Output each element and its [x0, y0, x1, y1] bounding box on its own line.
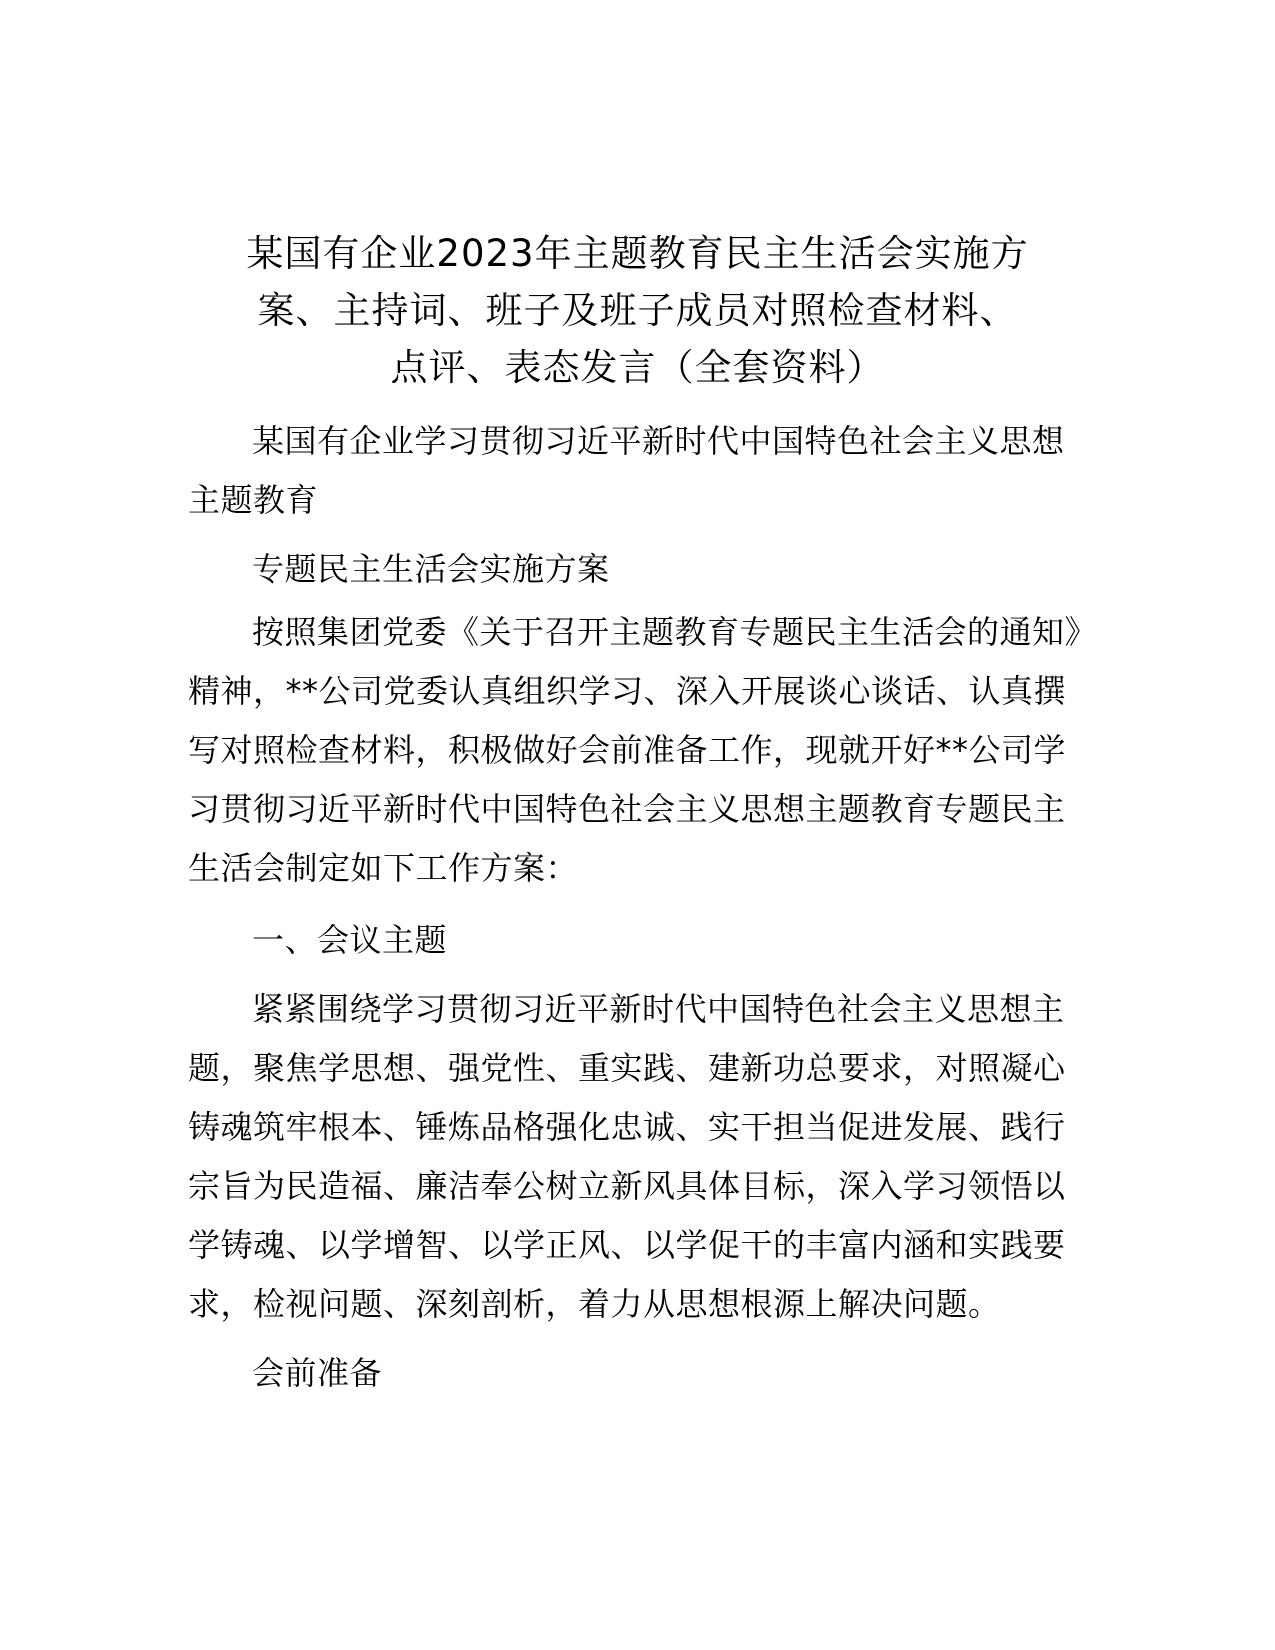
document-title [150, 225, 1125, 396]
paragraph-meeting-theme: 紧紧围绕学习贯彻习近平新时代中国特色社会主义思想主题，聚焦学思想、强党性、重实践、建新功总要求，对照凝心铸魂筑牢根本、锤炼品格强化忠诚、实干担当促进发展、践行宗旨为民造福、廉洁奉公树立新风具体目标，深入学习领悟以学铸魂、以学增智、以学正风、以学促干的丰富内涵和实践要求，检视问题、深刻剖析，着力从思想根源上解决问题。 [188, 990, 1066, 1323]
paragraph-document-subject: 某国有企业学习贯彻习近平新时代中国特色社会主义思想主题教育 [188, 422, 1065, 519]
section-heading-preparation: 会前准备 [252, 1354, 383, 1392]
title-line-1: 某国有企业2023年主题教育民主生活会实施方 [246, 232, 1029, 275]
paragraph-introduction: 按照集团党委《关于召开主题教育专题民主生活会的通知》精神，**公司党委认真组织学习、深入开展谈心谈话、认真撰写对照检查材料，积极做好会前准备工作，现就开好**公司学习贯彻习近平新时代中国特色社会主义思想主题教育专题民主生活会制定如下工作方案： [188, 613, 1082, 887]
paragraph-document-subtitle: 专题民主生活会实施方案 [252, 550, 610, 588]
title-line-3: 点评、表态发言（全套资料） [390, 346, 885, 389]
section-heading-meeting-theme: 一、会议主题 [252, 921, 448, 959]
title-line-2: 案、主持词、班子及班子成员对照检查材料、 [257, 289, 1018, 332]
